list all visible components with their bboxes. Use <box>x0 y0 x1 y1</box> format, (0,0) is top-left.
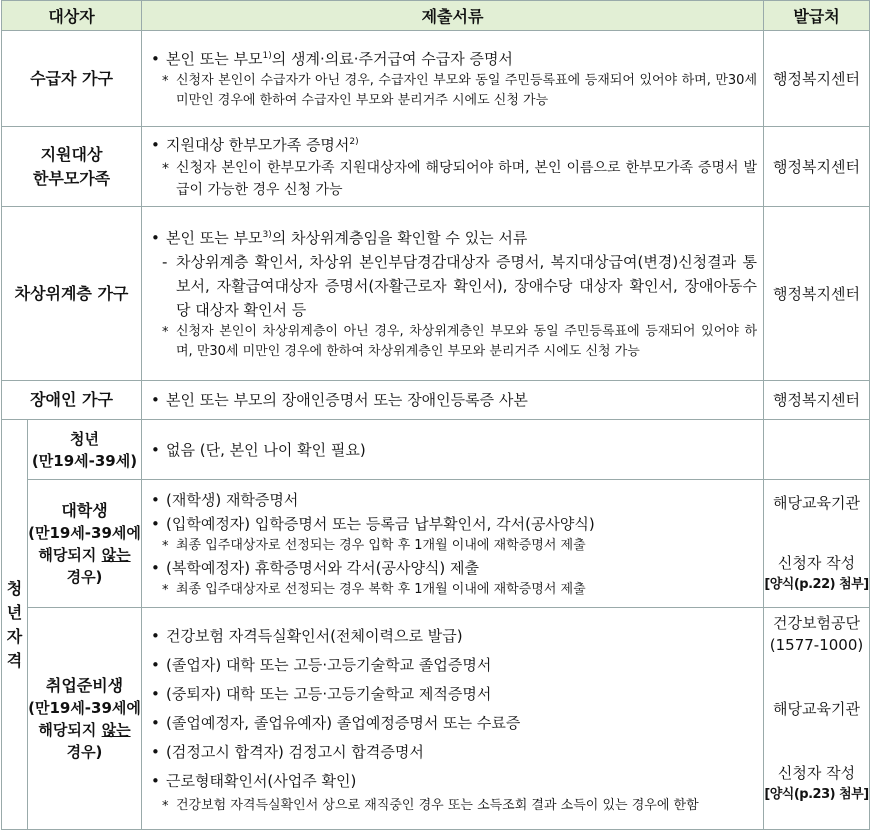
doc-item: • (중퇴자) 대학 또는 고등·고등기술학교 제적증명서 <box>150 680 757 709</box>
doc-item: • 본인 또는 부모$^{3)}$의 차상위계층임을 확인할 수 있는 서류 <box>150 226 757 250</box>
doc-item: • 없음 (단, 본인 나이 확인 필요) <box>150 438 757 462</box>
doc-note: * 신청자 본인이 차상위계층이 아닌 경우, 차상위계층인 부모와 동일 주민등록표에 등재되어 있어야 하며, 만30세 미만인 경우에 한하여 차상위계층인 부모와 분리거주 시에도 신청 가능 <box>150 322 757 362</box>
header-target: 대상자 <box>2 1 142 31</box>
issuer-recipient: 행정복지센터 <box>764 31 870 127</box>
doc-item: • 근로형태확인서(사업주 확인) <box>150 767 757 796</box>
row-label-single-parent: 지원대상 한부모가족 <box>2 127 142 207</box>
row-label-student: 대학생 (만19세-39세에 해당되지 않는 경우) <box>28 480 142 608</box>
row-label-near-poverty: 차상위계층 가구 <box>2 207 142 381</box>
issuer-student: 해당교육기관 신청자 작성 [양식(p.22) 첨부] <box>764 480 870 608</box>
doc-item: • (재학생) 재학증명서 <box>150 488 757 512</box>
issuer-disabled: 행정복지센터 <box>764 381 870 420</box>
docs-recipient <box>142 31 764 127</box>
doc-note: * 신청자 본인이 수급자가 아닌 경우, 수급자인 부모와 동일 주민등록표에 등재되어 있어야 하며, 만30세 미만인 경우에 한하여 수급자인 부모와 분리거주 시에도 신청 가능 <box>150 71 757 111</box>
docs-job-seeker <box>142 608 764 830</box>
row-label-youth: 청년 (만19세-39세) <box>28 420 142 480</box>
docs-disabled <box>142 381 764 420</box>
table-row-student <box>2 480 870 608</box>
doc-item: • (졸업자) 대학 또는 고등·고등기술학교 졸업증명서 <box>150 651 757 680</box>
doc-item: • 지원대상 한부모가족 증명서$^{2)}$ <box>150 133 757 157</box>
doc-note: * 건강보험 자격득실확인서 상으로 재직중인 경우 또는 소득조회 결과 소득이 있는 경우에 한함 <box>150 796 757 816</box>
doc-item: • (검정고시 합격자) 검정고시 합격증명서 <box>150 738 757 767</box>
header-documents: 제출서류 <box>142 1 764 31</box>
docs-single-parent <box>142 127 764 207</box>
doc-item: • (입학예정자) 입학증명서 또는 등록금 납부확인서, 각서(공사양식) <box>150 512 757 536</box>
doc-item: • 본인 또는 부모의 장애인증명서 또는 장애인등록증 사본 <box>150 388 757 412</box>
issuer-near-poverty: 행정복지센터 <box>764 207 870 381</box>
table-row-disabled <box>2 381 870 420</box>
docs-near-poverty <box>142 207 764 381</box>
doc-item: • (복학예정자) 휴학증명서와 각서(공사양식) 제출 <box>150 556 757 580</box>
header-issuer: 발급처 <box>764 1 870 31</box>
row-label-job-seeker: 취업준비생 (만19세-39세에 해당되지 않는 경우) <box>28 608 142 830</box>
row-label-disabled: 장애인 가구 <box>2 381 142 420</box>
issuer-youth <box>764 420 870 480</box>
table-row-job-seeker <box>2 608 870 830</box>
docs-student <box>142 480 764 608</box>
issuer-job-seeker: 건강보험공단 (1577-1000) 해당교육기관 신청자 작성 [양식(p.23) 첨부] <box>764 608 870 830</box>
doc-note: * 최종 입주대상자로 선정되는 경우 복학 후 1개월 이내에 재학증명서 제출 <box>150 580 757 600</box>
group-label-youth: 청 년 자 격 <box>2 420 28 830</box>
eligibility-documents-table <box>1 0 870 830</box>
doc-item: • 건강보험 자격득실확인서(전체이력으로 발급) <box>150 622 757 651</box>
doc-detail: - 차상위계층 확인서, 차상위 본인부담경감대상자 증명서, 복지대상급여(변경)신청결과 통보서, 자활급여대상자 증명서(자활근로자 확인서), 장애수당 대상자 확인서, 장애아동수당 대상자 확인서 등 <box>150 250 757 322</box>
row-label-recipient: 수급자 가구 <box>2 31 142 127</box>
issuer-single-parent: 행정복지센터 <box>764 127 870 207</box>
table-row-youth <box>2 420 870 480</box>
header-row <box>2 1 870 31</box>
doc-note: * 최종 입주대상자로 선정되는 경우 입학 후 1개월 이내에 재학증명서 제출 <box>150 536 757 556</box>
table-row-single-parent <box>2 127 870 207</box>
doc-note: * 신청자 본인이 한부모가족 지원대상자에 해당되어야 하며, 본인 이름으로 한부모가족 증명서 발급이 가능한 경우 신청 가능 <box>150 157 757 201</box>
docs-youth <box>142 420 764 480</box>
doc-item: • (졸업예정자, 졸업유예자) 졸업예정증명서 또는 수료증 <box>150 709 757 738</box>
doc-item: • 본인 또는 부모$^{1)}$의 생계·의료·주거급여 수급자 증명서 <box>150 47 757 71</box>
table-row-recipient <box>2 31 870 127</box>
table-row-near-poverty <box>2 207 870 381</box>
